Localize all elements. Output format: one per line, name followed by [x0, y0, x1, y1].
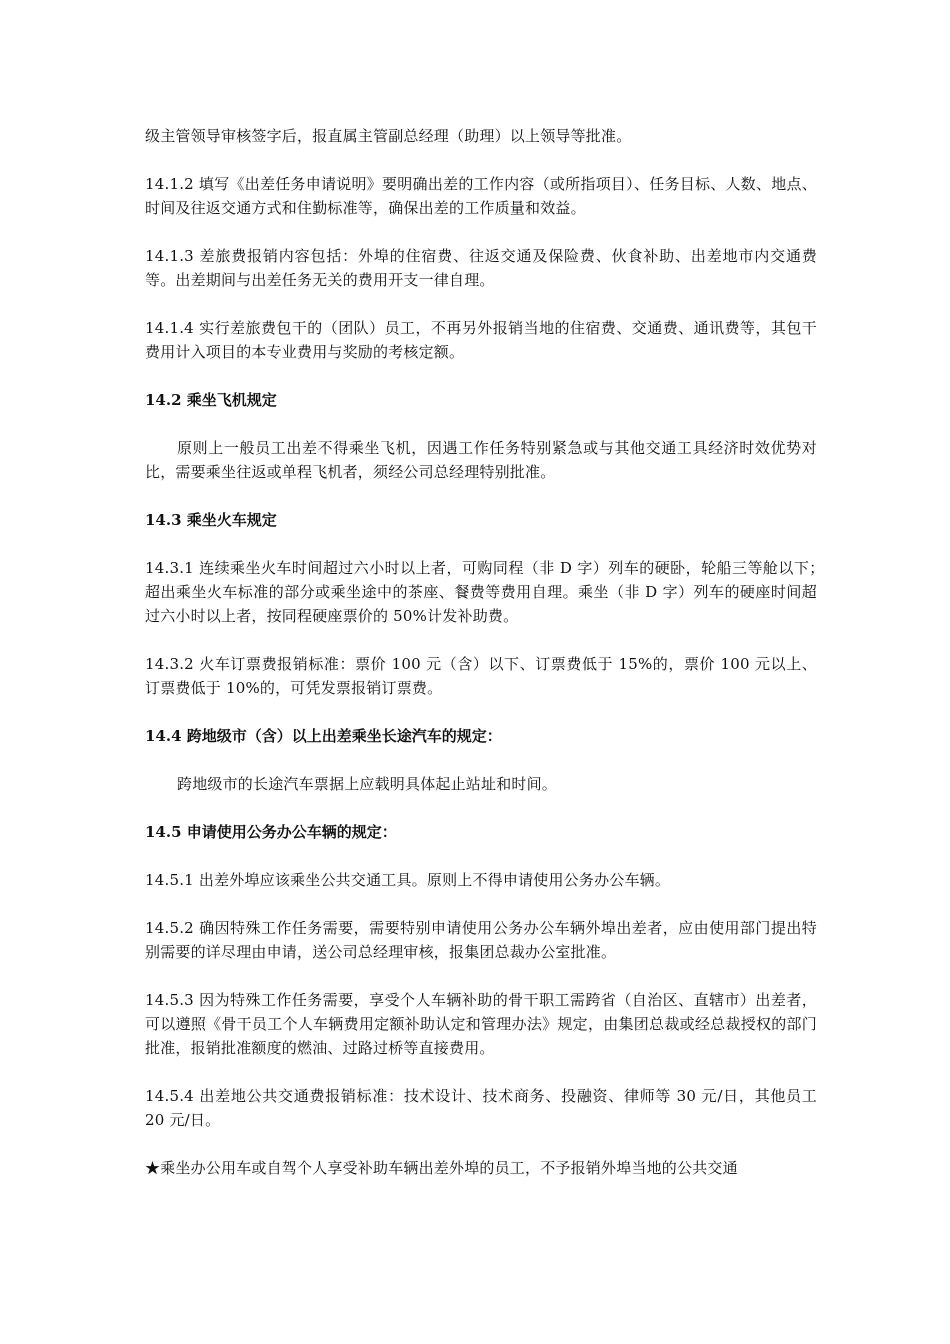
- heading-14-2: 14.2 乘坐飞机规定: [145, 391, 277, 409]
- paragraph-star-note: ★乘坐办公用车或自驾个人享受补助车辆出差外埠的员工，不予报销外埠当地的公共交通: [145, 1159, 738, 1177]
- paragraph-14-5-3: 14.5.3 因为特殊工作任务需要，享受个人车辆补助的骨干职工需跨省（自治区、直辖市）出差者，可以遵照《骨干员工个人车辆费用定额补助认定和管理办法》规定，由集团总裁或经总裁授权的部门批准，报销批准额度的燃油、过路过桥等直接费用。: [145, 991, 817, 1057]
- heading-14-5: 14.5 申请使用公务办公车辆的规定：: [145, 823, 397, 841]
- paragraph-airplane-rule: 原则上一般员工出差不得乘坐飞机，因遇工作任务特别紧急或与其他交通工具经济时效优势对比，需要乘坐往返或单程飞机者，须经公司总经理特别批准。: [145, 439, 817, 481]
- paragraph-14-1-2: 14.1.2 填写《出差任务申请说明》要明确出差的工作内容（或所指项目）、任务目标、人数、地点、时间及往返交通方式和住勤标准等，确保出差的工作质量和效益。: [145, 175, 817, 217]
- paragraph-14-1-4: 14.1.4 实行差旅费包干的（团队）员工，不再另外报销当地的住宿费、交通费、通讯费等，其包干费用计入项目的本专业费用与奖励的考核定额。: [145, 319, 817, 361]
- paragraph-approval-continuation: 级主管领导审核签字后，报直属主管副总经理（助理）以上领导等批准。: [145, 127, 632, 145]
- paragraph-14-3-1: 14.3.1 连续乘坐火车时间超过六小时以上者，可购同程（非 D 字）列车的硬卧，轮船三等舱以下； 超出乘坐火车标准的部分或乘坐途中的茶座、餐费等费用自理。乘坐（非 D 字）列车的硬座时间超过六小时以上者，按同程硬座票价的 50%计发补助费。: [145, 559, 833, 625]
- heading-14-4: 14.4 跨地级市（含）以上出差乘坐长途汽车的规定：: [145, 727, 502, 745]
- paragraph-14-3-2: 14.3.2 火车订票费报销标准：票价 100 元（含）以下、订票费低于 15%的，票价 100 元以上、订票费低于 10%的，可凭发票报销订票费。: [145, 655, 817, 697]
- heading-14-3: 14.3 乘坐火车规定: [145, 511, 277, 529]
- paragraph-14-1-3: 14.1.3 差旅费报销内容包括：外埠的住宿费、往返交通及保险费、伙食补助、出差地市内交通费等。出差期间与出差任务无关的费用开支一律自理。: [145, 247, 817, 289]
- paragraph-14-5-2: 14.5.2 确因特殊工作任务需要，需要特别申请使用公务办公车辆外埠出差者，应由使用部门提出特别需要的详尽理由申请，送公司总经理审核，报集团总裁办公室批准。: [145, 919, 817, 961]
- paragraph-long-distance-bus: 跨地级市的长途汽车票据上应载明具体起止站址和时间。: [177, 775, 558, 793]
- document-page: [145, 124, 833, 1204]
- paragraph-14-5-1: 14.5.1 出差外埠应该乘坐公共交通工具。原则上不得申请使用公务办公车辆。: [145, 871, 671, 889]
- paragraph-14-5-4: 14.5.4 出差地公共交通费报销标准：技术设计、技术商务、投融资、律师等 30 元/日，其他员工 20 元/日。: [145, 1087, 817, 1129]
